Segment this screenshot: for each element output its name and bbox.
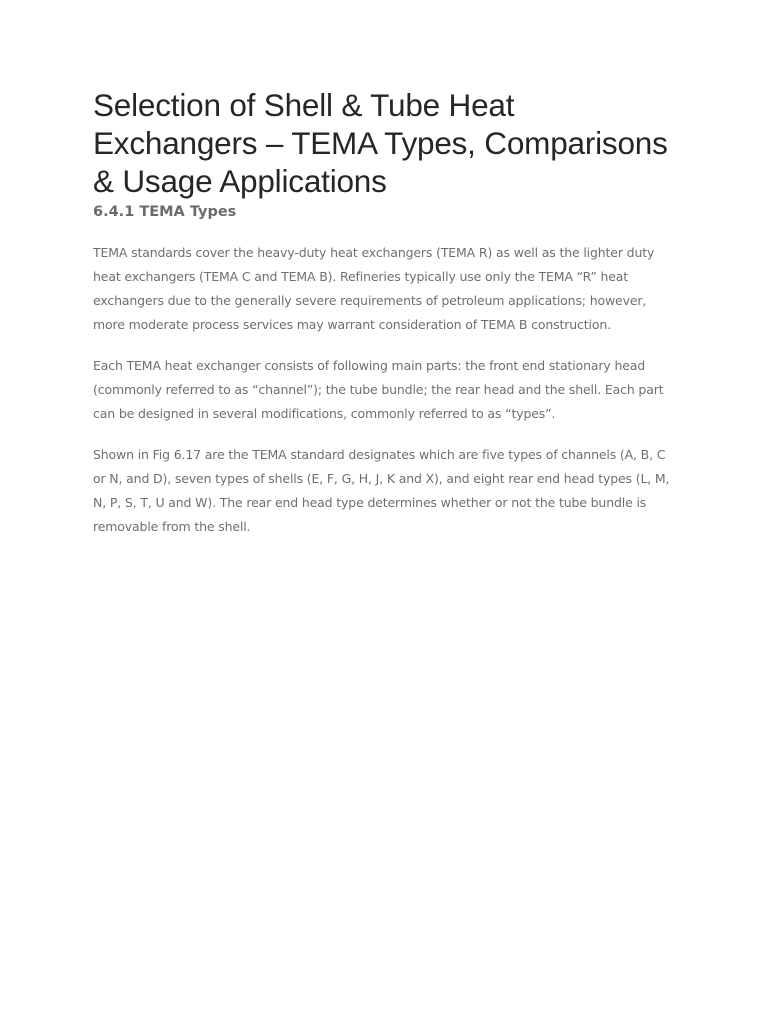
paragraph-designates: Shown in Fig 6.17 are the TEMA standard designates which are five types of channels (A, B, C or N, and D), seven types of shells (E, F, G, H, J, K and X), and eight rear end head types (L, M, N, P, S, T, U and W). The rear end head type determines whether or not the tube bundle is removable from the shell. — [93, 447, 670, 534]
page-title: Selection of Shell & Tube Heat Exchangers – TEMA Types, Comparisons & Usage Applications — [93, 87, 668, 199]
paragraph-tema-standards: TEMA standards cover the heavy-duty heat exchangers (TEMA R) as well as the lighter duty heat exchangers (TEMA C and TEMA B). Refineries typically use only the TEMA “R” heat exchangers due to the generally severe requirements of petroleum applications; however, more moderate process services may warrant consideration of TEMA B construction. — [93, 245, 655, 332]
document-page — [93, 86, 675, 539]
paragraph-main-parts: Each TEMA heat exchanger consists of following main parts: the front end stationary head (commonly referred to as “channel”); the tube bundle; the rear head and the shell. Each part can be designed in several modifications, commonly referred to as “types”. — [93, 358, 664, 421]
section-heading: 6.4.1 TEMA Types — [93, 204, 237, 220]
